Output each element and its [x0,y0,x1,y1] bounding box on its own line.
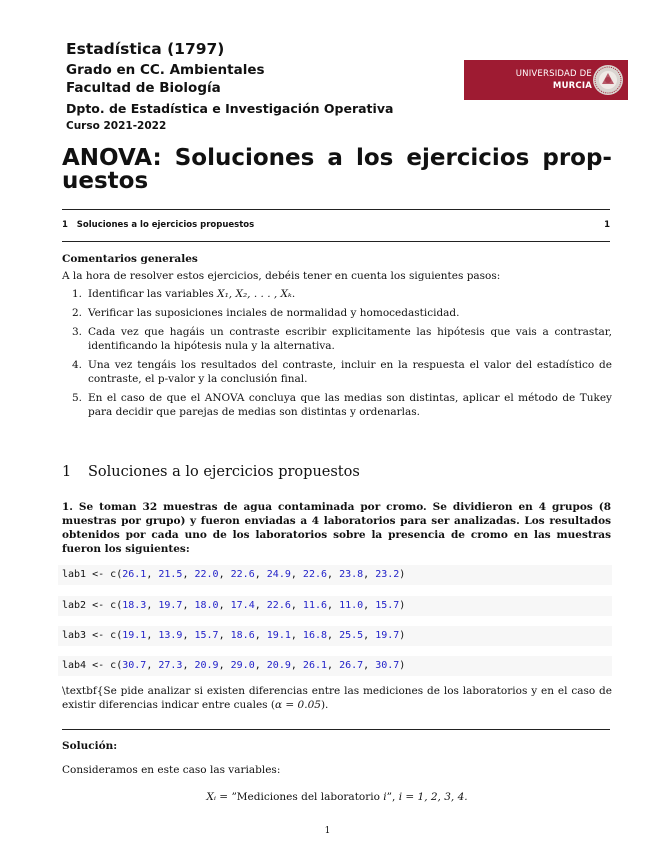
section-title: Soluciones a lo ejercicios propuestos [88,464,360,480]
code-number: 30.7 [122,660,147,671]
section-heading [62,464,360,480]
list-item: 5. En el caso de que el ANOVA concluya que las medias son distintas, aplicar el método de Tukey para decidir que parejas de medias son distintas y ordenarlas. [72,392,612,418]
section-number: 1 [62,464,72,480]
logo-line2: MURCIA [552,81,592,91]
code-number: 22.0 [194,569,219,580]
code-number: 18.6 [230,630,255,641]
list-item: 4. Una vez tengáis los resultados del contraste, incluir en la respuesta el valor del estadístico de contraste, el p-valor y la conclusión final. [72,359,612,385]
code-number: 19.7 [375,630,400,641]
code-number: 23.2 [375,569,400,580]
document-header [66,40,466,133]
faculty-name: Facultad de Biología [66,80,221,96]
code-number: 24.9 [266,569,291,580]
code-number: 22.6 [230,569,255,580]
comments-section [62,252,612,424]
code-number: 20.9 [194,660,219,671]
list-item: 2. Verificar las suposiciones inciales de normalidad y homocedasticidad. [72,307,460,319]
code-number: 19.7 [158,600,183,611]
title-word: ANOVA: [62,145,162,171]
question-text: \textbf{Se pide analizar si existen diferencias entre las mediciones de los laboratorios y en el caso de existir diferencias indicar entre cuales ( [62,685,612,711]
code-number: 15.7 [375,600,400,611]
toc-page: 1 [604,220,610,230]
code-number: 23.8 [339,569,364,580]
university-logo [464,60,628,100]
degree-name: Grado en CC. Ambientales [66,62,265,78]
code-block-lab3: lab3 <- c(19.1, 13.9, 15.7, 18.6, 19.1, 16.8, 25.5, 19.7) [58,626,612,646]
code-number: 21.5 [158,569,183,580]
title-word: a [327,145,343,171]
divider-toc [62,241,610,242]
code-number: 19.1 [122,630,147,641]
page-number: 1 [324,826,331,836]
department-name: Dpto. de Estadística e Investigación Operativa [66,101,394,116]
code-number: 25.5 [339,630,364,641]
code-number: 27.3 [158,660,183,671]
solution-heading: Solución: [62,740,118,752]
exercise-statement: 1. Se toman 32 muestras de agua contaminada por cromo. Se dividieron en 4 grupos (8 muestras por grupo) y fueron enviadas a 4 laboratorios para ser analizadas. Los resultados obtenidos por cada uno de los laboratorios sobre la presencia de cromo en las muestras fueron los siguientes: [62,501,611,555]
code-number: 18.0 [194,600,219,611]
steps-list [62,287,612,419]
code-number: 11.0 [339,600,364,611]
divider-solution [62,729,610,730]
title-line1 [62,147,612,170]
list-item: 3. Cada vez que hagáis un contraste escribir explicitamente las hipótesis que vais a contrastar, identificando la hipótesis nula y la alternativa. [72,326,612,352]
code-number: 26.1 [122,569,147,580]
toc-entry: 1 Soluciones a lo ejercicios propuestos [62,220,255,230]
document-title [62,147,612,193]
solution-section [62,739,612,804]
university-seal-icon [592,64,624,96]
code-block-lab4: lab4 <- c(30.7, 27.3, 20.9, 29.0, 20.9, 26.1, 26.7, 30.7) [58,656,612,676]
comments-intro: A la hora de resolver estos ejercicios, debéis tener en cuenta los siguientes pasos: [62,270,501,282]
code-number: 22.6 [302,569,328,580]
list-item: 1. Identificar las variables X₁, X₂, . . . , Xₖ. [72,288,296,300]
code-number: 18.3 [122,600,147,611]
code-number: 17.4 [230,600,255,611]
code-number: 22.6 [266,600,291,611]
table-of-contents [62,220,610,230]
course-name: Estadística (1797) [66,40,225,58]
academic-year: Curso 2021-2022 [66,120,167,132]
code-number: 29.0 [230,660,255,671]
code-number: 20.9 [266,660,291,671]
title-word: ejercicios [406,145,530,171]
code-block-lab1: lab1 <- c(26.1, 21.5, 22.0, 22.6, 24.9, 22.6, 23.8, 23.2) [58,565,612,585]
code-number: 11.6 [302,600,328,611]
code-number: 26.1 [302,660,328,671]
title-word: prop- [542,145,612,171]
alpha-math: α = 0.05 [274,699,321,711]
solution-intro: Consideramos en este caso las variables: [62,764,281,776]
title-line2: uestos [62,168,149,194]
code-number: 15.7 [194,630,219,641]
comments-heading: Comentarios generales [62,253,198,265]
variables-math: X₁, X₂, . . . , Xₖ [217,288,292,300]
code-number: 19.1 [266,630,291,641]
code-block-lab2: lab2 <- c(18.3, 19.7, 18.0, 17.4, 22.6, 11.6, 11.0, 15.7) [58,596,612,616]
code-number: 30.7 [375,660,400,671]
divider-top [62,209,610,210]
question-paragraph: \textbf{Se pide analizar si existen diferencias entre las mediciones de los laboratorios y en el caso de existir diferencias indicar entre cuales (α = 0.05). [62,685,612,711]
logo-line1: UNIVERSIDAD DE [515,69,592,79]
code-number: 26.7 [339,660,364,671]
code-number: 13.9 [158,630,183,641]
title-word: Soluciones [174,145,315,171]
title-word: los [355,145,394,171]
solution-formula: Xᵢ = ”Mediciones del laboratorio i”, i = 1, 2, 3, 4. [206,791,468,803]
code-number: 16.8 [302,630,328,641]
